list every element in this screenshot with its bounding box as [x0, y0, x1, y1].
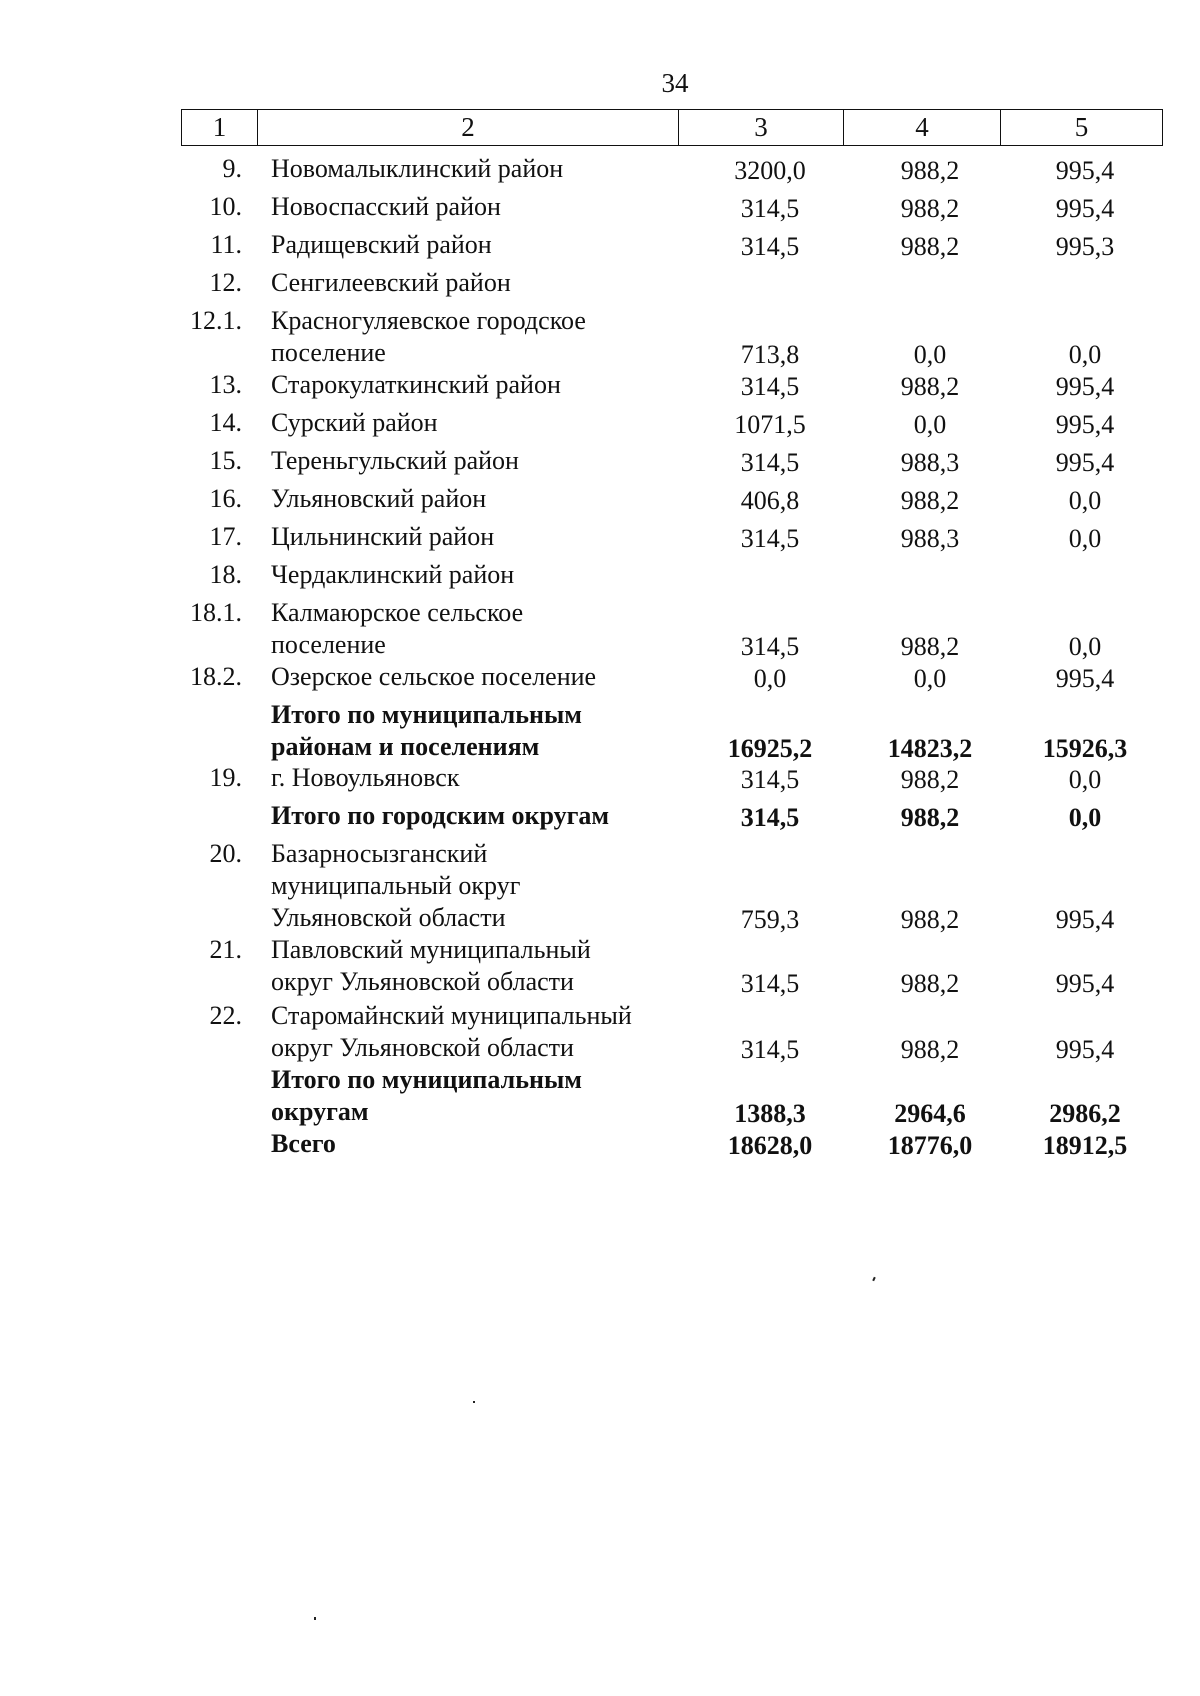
row-name-line: Новоспасский район [271, 192, 501, 221]
value-col-4: 988,2 [900, 803, 960, 832]
value-col-3: 16925,2 [727, 734, 813, 763]
row-name [271, 1064, 691, 1128]
row-name-line: Итого по городским округам [271, 801, 610, 830]
row-name-line: Всего [271, 1129, 336, 1158]
row-number: 20. [209, 839, 242, 868]
row-number: 11. [210, 230, 242, 259]
value-col-3: 713,8 [740, 340, 800, 369]
row-number: 12. [209, 268, 242, 297]
row-number: 15. [209, 446, 242, 475]
value-col-4: 988,2 [900, 632, 960, 661]
row-name-line: г. Новоульяновск [271, 763, 460, 792]
value-col-5: 995,4 [1055, 664, 1115, 693]
row-number: 14. [209, 408, 242, 437]
column-header-2: 2 [258, 110, 679, 146]
row-name-line: Сурский район [271, 408, 438, 437]
column-header-3: 3 [679, 110, 844, 146]
scan-speck [872, 1277, 876, 1281]
value-col-4: 14823,2 [887, 734, 973, 763]
value-col-4: 988,2 [900, 156, 960, 185]
value-col-3: 314,5 [740, 765, 800, 794]
row-number: 22. [209, 1001, 242, 1030]
value-col-3: 314,5 [740, 194, 800, 223]
row-name-line: Базарносызганский [271, 839, 488, 868]
row-name-line: Чердаклинский район [271, 560, 515, 589]
row-name [271, 762, 691, 794]
value-col-3: 1388,3 [734, 1099, 806, 1128]
row-number: 10. [209, 192, 242, 221]
row-name-line: поселение [271, 338, 386, 367]
row-name [271, 661, 691, 693]
value-col-4: 988,2 [900, 194, 960, 223]
value-col-5: 995,4 [1055, 905, 1115, 934]
row-name-line: поселение [271, 630, 386, 659]
row-number: 18.2. [190, 662, 242, 691]
value-col-5: 995,4 [1055, 969, 1115, 998]
row-name-line: районам и поселениям [271, 732, 540, 761]
value-col-5: 0,0 [1068, 632, 1102, 661]
row-name [271, 305, 691, 369]
value-col-3: 314,5 [740, 448, 800, 477]
row-name [271, 229, 691, 261]
value-col-3: 314,5 [740, 803, 800, 832]
value-col-5: 0,0 [1068, 486, 1102, 515]
value-col-4: 988,2 [900, 969, 960, 998]
scan-speck [473, 1401, 475, 1403]
value-col-4: 988,2 [900, 765, 960, 794]
row-name-line: Тереньгульский район [271, 446, 519, 475]
value-col-3: 1071,5 [734, 410, 806, 439]
row-name [271, 445, 691, 477]
value-col-3: 406,8 [740, 486, 800, 515]
value-col-4: 18776,0 [887, 1131, 973, 1160]
column-header-4: 4 [844, 110, 1001, 146]
row-name [271, 597, 691, 661]
row-name-line: муниципальный округ [271, 871, 521, 900]
row-name [271, 1000, 691, 1064]
row-name-line: Павловский муниципальный [271, 935, 591, 964]
scan-speck [314, 1617, 316, 1620]
value-col-5: 995,4 [1055, 372, 1115, 401]
value-col-4: 0,0 [913, 340, 947, 369]
value-col-5: 15926,3 [1042, 734, 1128, 763]
row-name-line: Цильнинский район [271, 522, 495, 551]
row-name [271, 559, 691, 591]
value-col-4: 988,2 [900, 486, 960, 515]
page-number: 34 [661, 68, 689, 98]
row-number: 9. [222, 154, 242, 183]
row-name-line: округам [271, 1097, 369, 1126]
value-col-4: 988,2 [900, 1035, 960, 1064]
value-col-5: 995,3 [1055, 232, 1115, 261]
row-name [271, 521, 691, 553]
value-col-3: 18628,0 [727, 1131, 813, 1160]
row-name-line: Ульяновский район [271, 484, 487, 513]
value-col-5: 995,4 [1055, 448, 1115, 477]
value-col-4: 988,3 [900, 448, 960, 477]
row-name-line: Новомалыклинский район [271, 154, 564, 183]
row-name [271, 267, 691, 299]
row-number: 18.1. [190, 598, 242, 627]
row-name-line: Старомайнский муниципальный [271, 1001, 632, 1030]
row-name [271, 153, 691, 185]
row-number: 17. [209, 522, 242, 551]
row-name-line: Озерское сельское поселение [271, 662, 597, 691]
value-col-3: 314,5 [740, 524, 800, 553]
row-name-line: округ Ульяновской области [271, 967, 574, 996]
row-name [271, 191, 691, 223]
row-name-line: округ Ульяновской области [271, 1033, 574, 1062]
value-col-4: 0,0 [913, 410, 947, 439]
value-col-3: 3200,0 [734, 156, 806, 185]
row-number: 21. [209, 935, 242, 964]
row-number: 13. [209, 370, 242, 399]
value-col-4: 0,0 [913, 664, 947, 693]
column-header-1: 1 [182, 110, 258, 146]
column-header-5: 5 [1001, 110, 1163, 146]
value-col-3: 314,5 [740, 632, 800, 661]
row-name [271, 1128, 691, 1160]
row-name-line: Калмаюрское сельское [271, 598, 524, 627]
value-col-4: 988,2 [900, 905, 960, 934]
row-name [271, 800, 691, 832]
value-col-5: 0,0 [1068, 803, 1102, 832]
value-col-4: 988,2 [900, 232, 960, 261]
value-col-5: 0,0 [1068, 765, 1102, 794]
value-col-5: 18912,5 [1042, 1131, 1128, 1160]
row-name-line: Итого по муниципальным [271, 700, 582, 729]
value-col-3: 759,3 [740, 905, 800, 934]
row-name-line: Ульяновской области [271, 903, 506, 932]
row-name-line: Сенгилеевский район [271, 268, 511, 297]
row-number: 12.1. [190, 306, 242, 335]
row-name-line: Красногуляевское городское [271, 306, 586, 335]
value-col-5: 0,0 [1068, 524, 1102, 553]
value-col-3: 0,0 [753, 664, 787, 693]
value-col-4: 988,2 [900, 372, 960, 401]
value-col-3: 314,5 [740, 1035, 800, 1064]
value-col-3: 314,5 [740, 372, 800, 401]
row-name-line: Радищевский район [271, 230, 492, 259]
row-name [271, 934, 691, 998]
value-col-5: 995,4 [1055, 156, 1115, 185]
row-number: 19. [209, 763, 242, 792]
value-col-5: 995,4 [1055, 1035, 1115, 1064]
row-name [271, 369, 691, 401]
value-col-4: 2964,6 [894, 1099, 966, 1128]
value-col-5: 2986,2 [1049, 1099, 1121, 1128]
row-number: 16. [209, 484, 242, 513]
row-name-line: Итого по муниципальным [271, 1065, 582, 1094]
value-col-5: 0,0 [1068, 340, 1102, 369]
value-col-5: 995,4 [1055, 410, 1115, 439]
row-name [271, 838, 691, 934]
value-col-5: 995,4 [1055, 194, 1115, 223]
row-name [271, 483, 691, 515]
value-col-3: 314,5 [740, 969, 800, 998]
value-col-4: 988,3 [900, 524, 960, 553]
row-name [271, 699, 691, 763]
row-name [271, 407, 691, 439]
row-name-line: Старокулаткинский район [271, 370, 561, 399]
column-header-row [181, 109, 1163, 146]
row-number: 18. [209, 560, 242, 589]
value-col-3: 314,5 [740, 232, 800, 261]
